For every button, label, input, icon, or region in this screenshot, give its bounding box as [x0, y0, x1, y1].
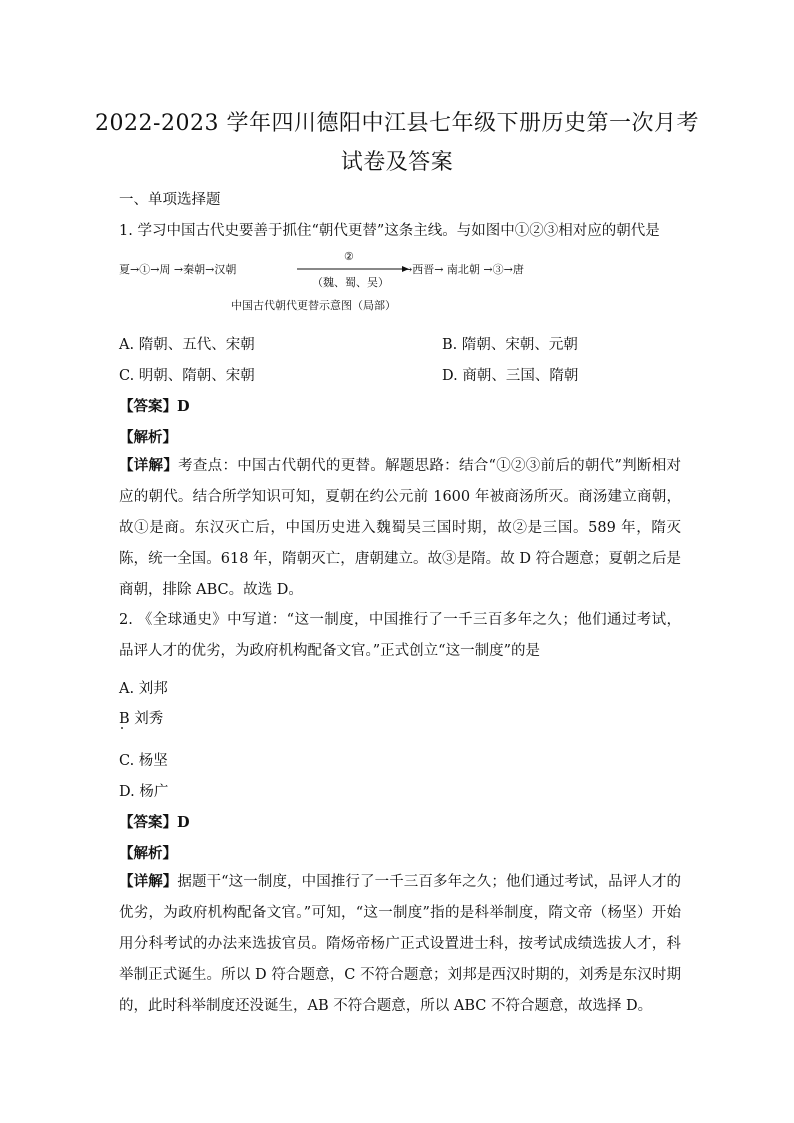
- question-1-stem: 1. 学习中国古代史要善于抓住“朝代更替”这条主线。与如图中①②③相对应的朝代是: [119, 223, 660, 239]
- question-2-analysis-label: 【解析】: [119, 845, 177, 862]
- stray-mark: [121, 727, 123, 729]
- question-1-answer: 【答案】D: [119, 398, 190, 415]
- diagram-caption: 中国古代朝代更替示意图（局部）: [231, 299, 396, 312]
- page-title-line1: 2022-2023 学年四川德阳中江县七年级下册历史第一次月考: [95, 111, 699, 136]
- diagram-wei-shu-wu: （魏、蜀、吴）: [312, 276, 389, 289]
- section-heading: 一、单项选择题: [119, 192, 221, 208]
- question-2-detail-text: 据题干“这一制度，中国推行了一千三百多年之久；他们通过考试，品评人才的优劣，为政府机构配备文官。”可知，“这一制度”指的是科举制度，隋文帝（杨坚）开始用分科考试的办法来选拔官员。隋炀帝杨广正式设置进士科，按考试成绩选拔人才，科举制正式诞生。所以 D 符合题意，C 不符合题意；刘邦是西汉时期的，刘秀是东汉时期的，此时科举制度还没诞生，AB 不符合题意，所以 ABC 不符合题意，故选择 D。: [119, 874, 682, 1014]
- diagram-chain-left: 夏→①→周 →秦朝→汉朝: [119, 263, 237, 276]
- diagram-label-2: ②: [344, 250, 354, 263]
- question-1-detail-text: 考查点：中国古代朝代的更替。解题思路：结合“①②③前后的朝代”判断相对应的朝代。结合所学知识可知，夏朝在约公元前 1600 年被商汤所灭。商汤建立商朝，故①是商。东汉灭亡后，中国历史进入魏蜀吴三国时期，故②是三国。589 年，隋灭陈，统一全国。618 年，隋朝灭亡，唐朝建立。故③是隋。故 D 符合题意；夏朝之后是商朝，排除 ABC。故选 D。: [119, 458, 681, 598]
- question-1-detail: [119, 450, 681, 606]
- question-2-option-b: B 刘秀: [119, 711, 164, 727]
- question-2-option-a: A. 刘邦: [119, 681, 168, 697]
- question-1-analysis-label: 【解析】: [119, 429, 177, 446]
- question-1-option-a: A. 隋朝、五代、宋朝: [119, 337, 255, 353]
- question-1-option-c: C. 明朝、隋朝、宋朝: [119, 368, 255, 384]
- question-2-detail-tag: 【详解】: [119, 873, 178, 890]
- dynasty-diagram: [119, 250, 579, 316]
- question-2-answer: 【答案】D: [119, 814, 190, 831]
- question-1-option-d: D. 商朝、三国、隋朝: [442, 368, 579, 384]
- question-1-detail-tag: 【详解】: [119, 457, 179, 474]
- question-1-option-b: B. 隋朝、宋朝、元朝: [442, 337, 578, 353]
- diagram-chain-right: →西晋→ 南北朝 →③→唐: [403, 263, 524, 276]
- page-title-line2: 试卷及答案: [340, 150, 454, 175]
- question-2-option-d: D. 杨广: [119, 784, 169, 800]
- question-2-detail: [119, 866, 681, 1022]
- question-2-stem: 2. 《全球通史》中写道：“这一制度，中国推行了一千三百多年之久；他们通过考试，品评人才的优劣，为政府机构配备文官。”正式创立“这一制度”的是: [119, 612, 681, 659]
- question-2-option-c: C. 杨坚: [119, 753, 168, 769]
